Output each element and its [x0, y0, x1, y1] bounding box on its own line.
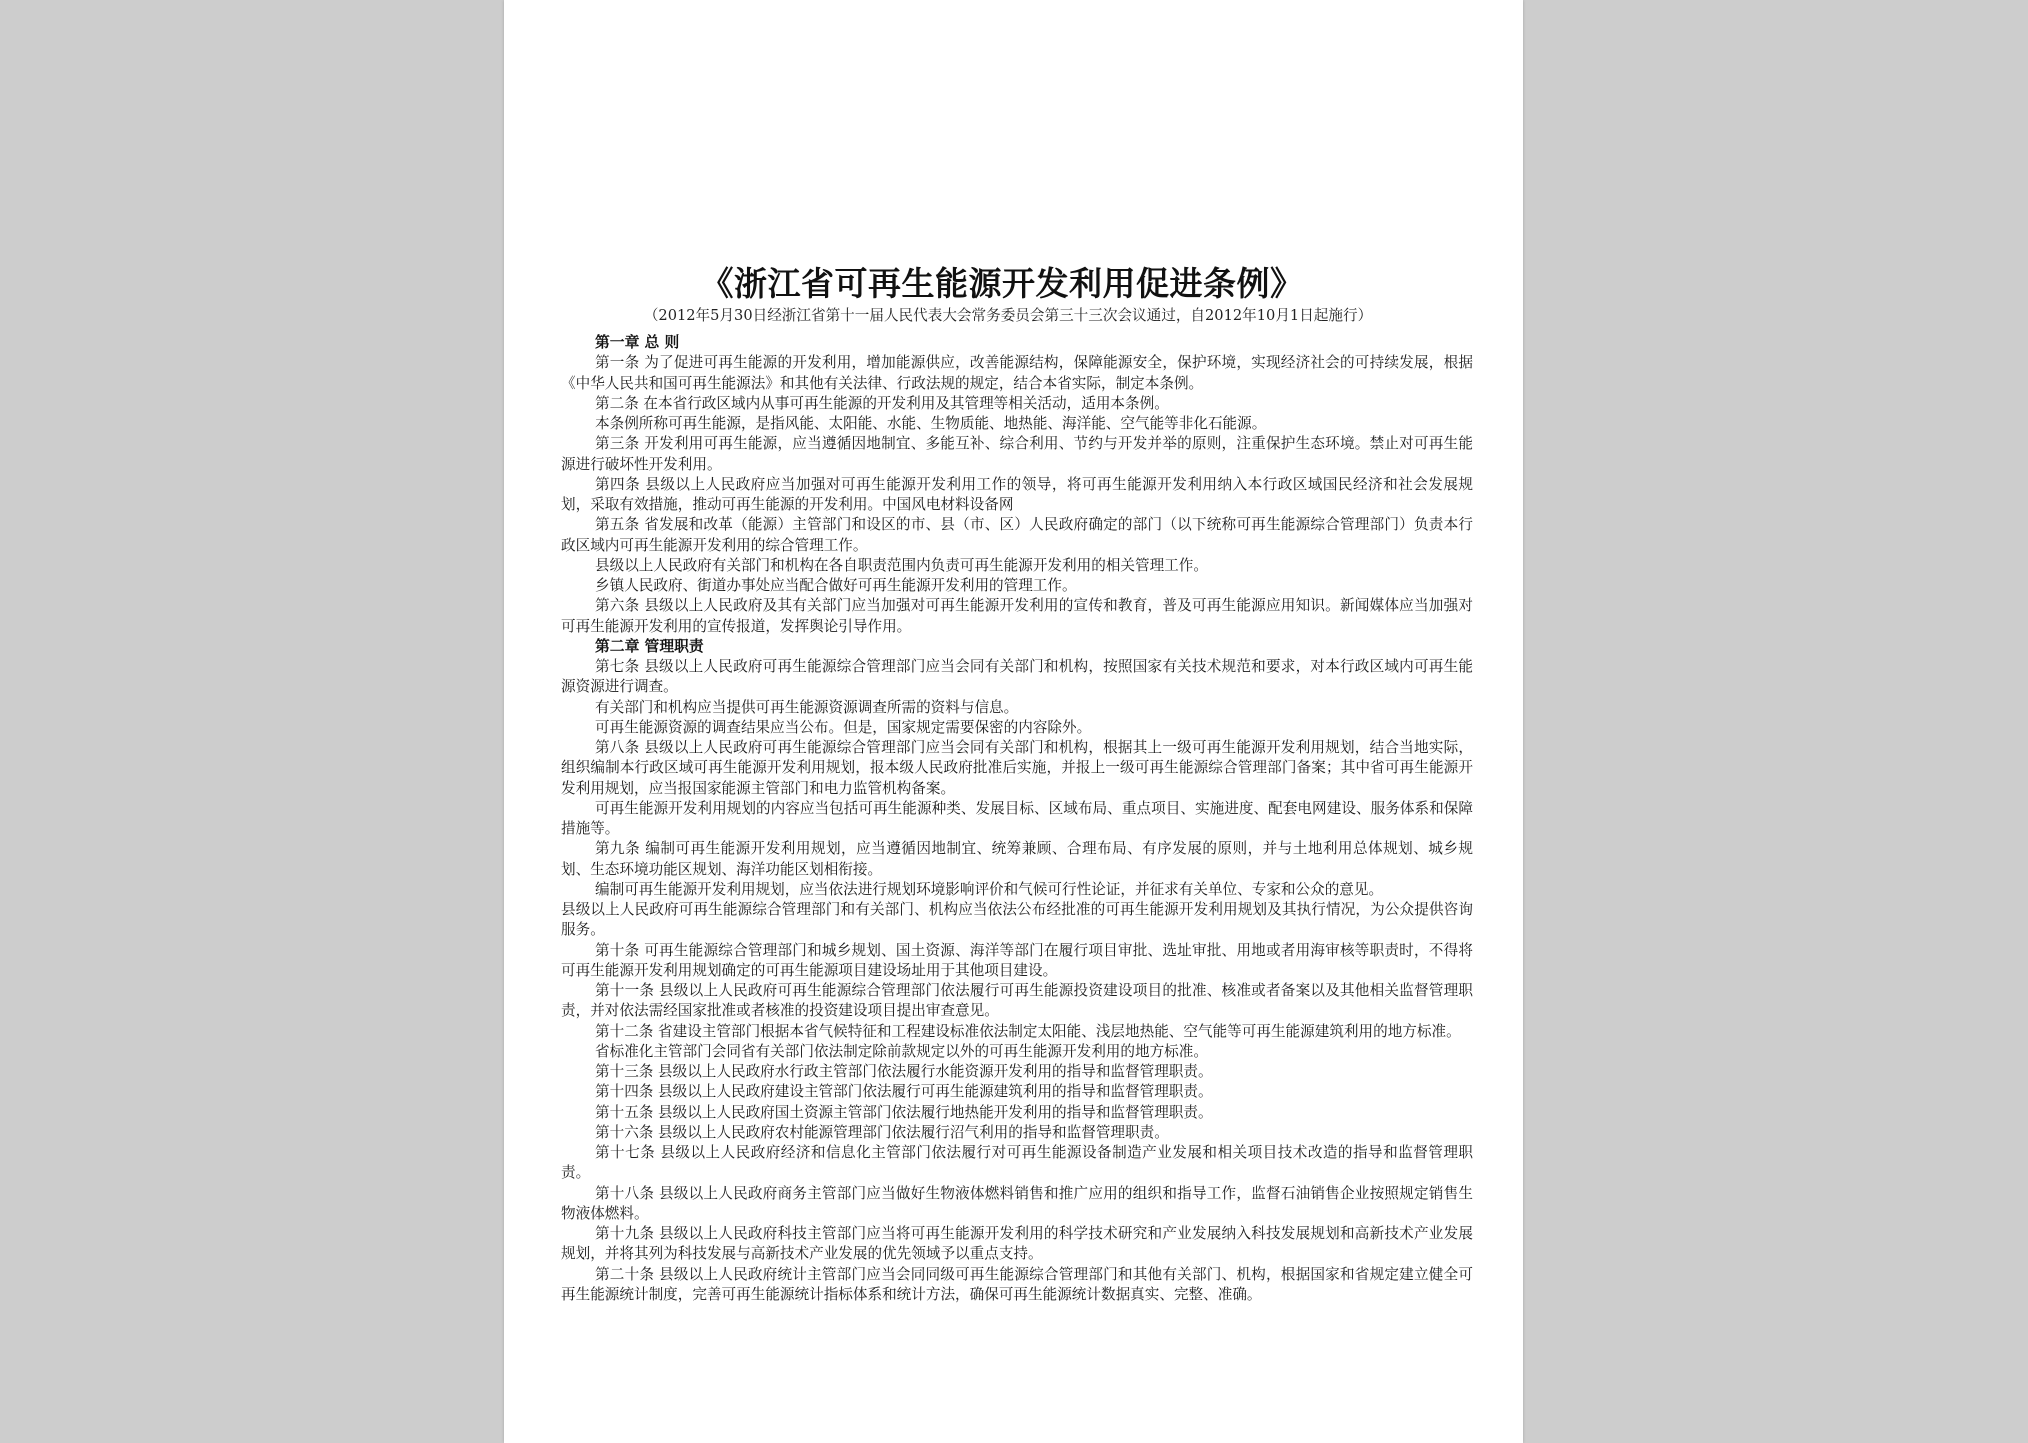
article-paragraph: 编制可再生能源开发利用规划，应当依法进行规划环境影响评价和气候可行性论证，并征求有关单位、专家和公众的意见。 [595, 880, 1384, 898]
article-paragraph: 第五条 省发展和改革（能源）主管部门和设区的市、县（市、区）人民政府确定的部门（以下统称可再生能源综合管理部门）负责本行政区域内可再生能源开发利用的综合管理工作。 [561, 516, 1473, 554]
article-paragraph: 第九条 编制可再生能源开发利用规划，应当遵循因地制宜、统筹兼顾、合理布局、有序发展的原则，并与土地利用总体规划、城乡规划、生态环境功能区规划、海洋功能区划相衔接。 [561, 840, 1473, 878]
article-paragraph: 第十七条 县级以上人民政府经济和信息化主管部门依法履行对可再生能源设备制造产业发展和相关项目技术改造的指导和监督管理职责。 [561, 1144, 1473, 1182]
article-paragraph: 可再生能源开发利用规划的内容应当包括可再生能源种类、发展目标、区域布局、重点项目、实施进度、配套电网建设、服务体系和保障措施等。 [561, 799, 1473, 837]
document-body [561, 333, 1473, 1305]
chapter-heading: 第二章 管理职责 [595, 637, 704, 655]
document-content [561, 262, 1473, 1305]
article-paragraph: 第十四条 县级以上人民政府建设主管部门依法履行可再生能源建筑利用的指导和监督管理职责。 [595, 1083, 1213, 1101]
article-paragraph: 第十五条 县级以上人民政府国土资源主管部门依法履行地热能开发利用的指导和监督管理职责。 [595, 1103, 1213, 1121]
article-paragraph: 第一条 为了促进可再生能源的开发利用，增加能源供应，改善能源结构，保障能源安全，保护环境，实现经济社会的可持续发展，根据《中华人民共和国可再生能源法》和其他有关法律、行政法规的规定，结合本省实际，制定本条例。 [561, 354, 1473, 392]
article-paragraph: 本条例所称可再生能源，是指风能、太阳能、水能、生物质能、地热能、海洋能、空气能等非化石能源。 [595, 415, 1267, 432]
article-paragraph: 第三条 开发利用可再生能源，应当遵循因地制宜、多能互补、综合利用、节约与开发并举的原则，注重保护生态环境。禁止对可再生能源进行破坏性开发利用。 [561, 435, 1473, 473]
article-paragraph: 省标准化主管部门会同省有关部门依法制定除前款规定以外的可再生能源开发利用的地方标准。 [595, 1042, 1208, 1060]
document-title: 《浙江省可再生能源开发利用促进条例》 [700, 264, 1304, 303]
article-paragraph: 乡镇人民政府、街道办事处应当配合做好可再生能源开发利用的管理工作。 [595, 577, 1077, 594]
article-paragraph: 第四条 县级以上人民政府应当加强对可再生能源开发利用工作的领导，将可再生能源开发利用纳入本行政区域国民经济和社会发展规划，采取有效措施，推动可再生能源的开发利用。中国风电材料设备网 [561, 475, 1473, 513]
article-paragraph: 第七条 县级以上人民政府可再生能源综合管理部门应当会同有关部门和机构，按照国家有关技术规范和要求，对本行政区域内可再生能源资源进行调查。 [561, 658, 1473, 696]
article-paragraph: 第六条 县级以上人民政府及其有关部门应当加强对可再生能源开发利用的宣传和教育，普及可再生能源应用知识。新闻媒体应当加强对可再生能源开发利用的宣传报道，发挥舆论引导作用。 [561, 597, 1473, 635]
article-paragraph: 第十三条 县级以上人民政府水行政主管部门依法履行水能资源开发利用的指导和监督管理职责。 [595, 1063, 1213, 1080]
article-paragraph: 第十八条 县级以上人民政府商务主管部门应当做好生物液体燃料销售和推广应用的组织和指导工作，监督石油销售企业按照规定销售生物液体燃料。 [561, 1184, 1473, 1222]
article-paragraph: 第十条 可再生能源综合管理部门和城乡规划、国土资源、海洋等部门在履行项目审批、选址审批、用地或者用海审核等职责时，不得将可再生能源开发利用规划确定的可再生能源项目建设场址用于其他项目建设。 [561, 941, 1473, 979]
article-paragraph: 第十一条 县级以上人民政府可再生能源综合管理部门依法履行可再生能源投资建设项目的批准、核准或者备案以及其他相关监督管理职责，并对依法需经国家批准或者核准的投资建设项目提出审查意见。 [561, 982, 1473, 1020]
chapter-heading: 第一章 总 则 [595, 334, 680, 351]
article-paragraph: 可再生能源资源的调查结果应当公布。但是，国家规定需要保密的内容除外。 [595, 718, 1092, 736]
article-paragraph: 第八条 县级以上人民政府可再生能源综合管理部门应当会同有关部门和机构，根据其上一级可再生能源开发利用规划，结合当地实际，组织编制本行政区域可再生能源开发利用规划，报本级人民政府批准后实施，并报上一级可再生能源综合管理部门备案；其中省可再生能源开发利用规划，应当报国家能源主管部门和电力监管机构备案。 [561, 739, 1473, 797]
article-paragraph: 有关部门和机构应当提供可再生能源资源调查所需的资料与信息。 [595, 698, 1019, 716]
article-paragraph: 第十二条 省建设主管部门根据本省气候特征和工程建设标准依法制定太阳能、浅层地热能、空气能等可再生能源建筑利用的地方标准。 [595, 1022, 1461, 1040]
document-subtitle: （2012年5月30日经浙江省第十一届人民代表大会常务委员会第三十三次会议通过，自2012年10月1日起施行） [643, 307, 1373, 324]
article-paragraph: 县级以上人民政府有关部门和机构在各自职责范围内负责可再生能源开发利用的相关管理工作。 [595, 556, 1208, 574]
article-paragraph: 第十九条 县级以上人民政府科技主管部门应当将可再生能源开发利用的科学技术研究和产业发展纳入科技发展规划和高新技术产业发展规划，并将其列为科技发展与高新技术产业发展的优先领域予以重点支持。 [561, 1225, 1473, 1263]
article-paragraph: 第十六条 县级以上人民政府农村能源管理部门依法履行沼气利用的指导和监督管理职责。 [595, 1123, 1169, 1141]
article-paragraph: 第二十条 县级以上人民政府统计主管部门应当会同同级可再生能源综合管理部门和其他有关部门、机构，根据国家和省规定建立健全可再生能源统计制度，完善可再生能源统计指标体系和统计方法，确保可再生能源统计数据真实、完整、准确。 [561, 1265, 1473, 1303]
document-page [504, 0, 1523, 1443]
article-paragraph: 县级以上人民政府可再生能源综合管理部门和有关部门、机构应当依法公布经批准的可再生能源开发利用规划及其执行情况，为公众提供咨询服务。 [561, 901, 1473, 939]
article-paragraph: 第二条 在本省行政区域内从事可再生能源的开发利用及其管理等相关活动，适用本条例。 [595, 394, 1169, 412]
